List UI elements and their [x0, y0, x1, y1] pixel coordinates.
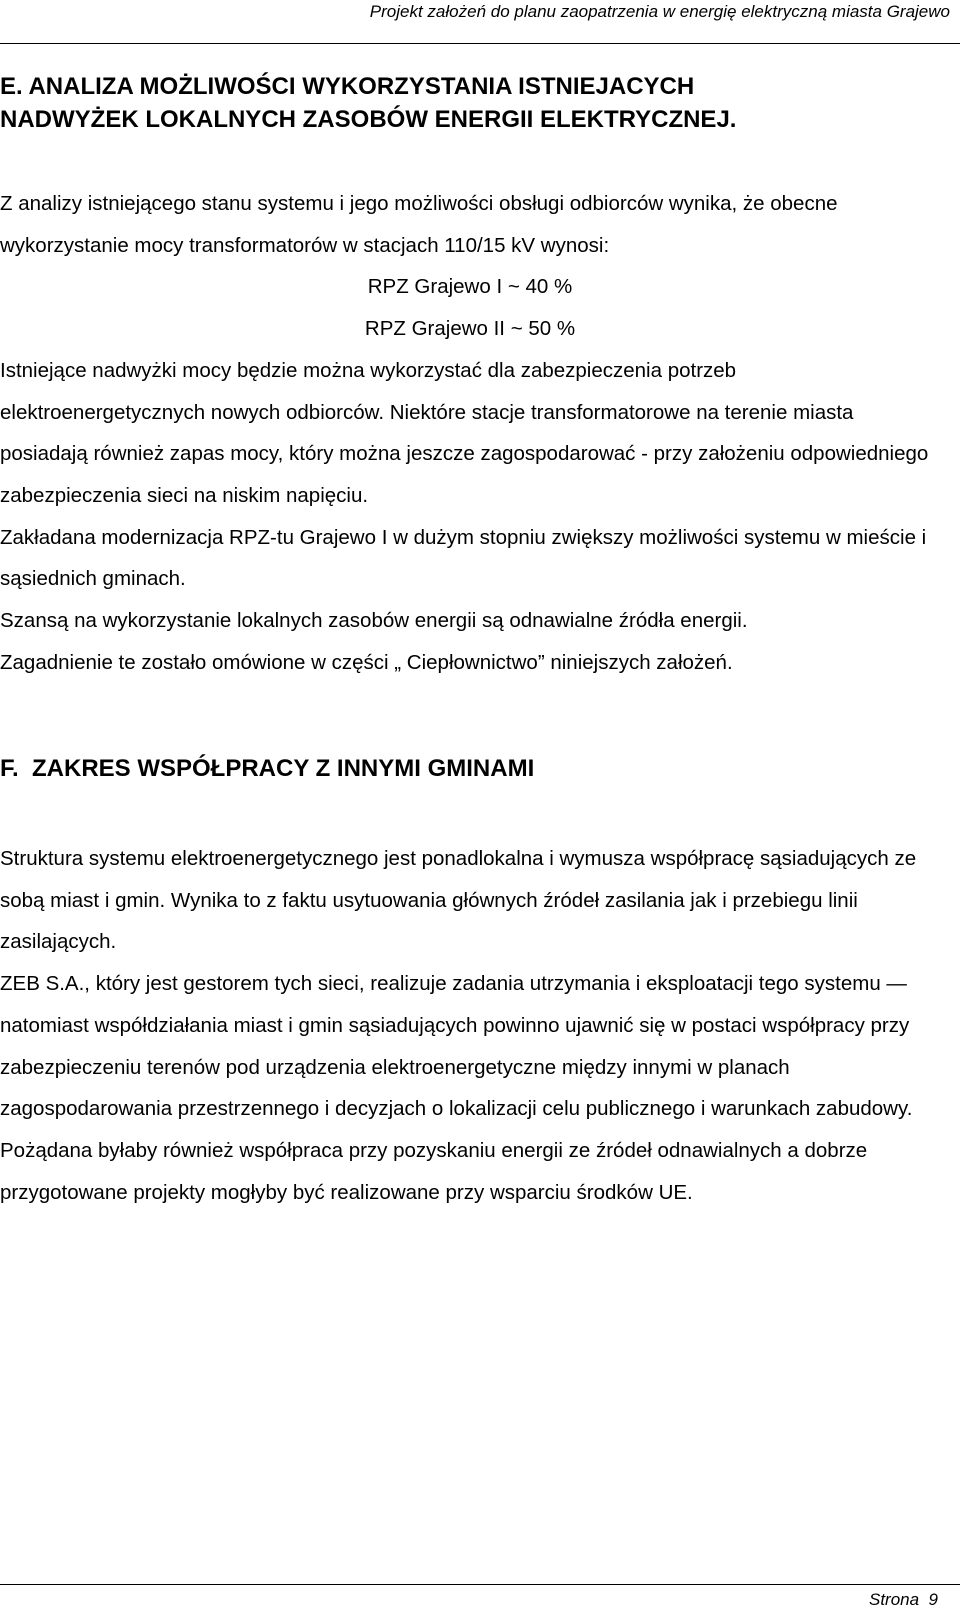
section-e-heading: [0, 70, 950, 136]
rpz-grajewo-2-line: RPZ Grajewo II ~ 50 %: [364, 317, 576, 341]
intro-paragraph: Z analizy istniejącego stanu systemu i jego możliwości obsługi odbiorców wynika, że obecne wykorzystanie mocy transformatorów w stacjach 110/15 kV wynosi:: [0, 192, 838, 257]
header-divider: [0, 43, 960, 44]
section-e-heading-line2: NADWYŻEK LOKALNYCH ZASOBÓW ENERGII ELEKTRYCZNEJ.: [0, 106, 737, 133]
section-f-body: [0, 838, 940, 1213]
running-header: Projekt założeń do planu zaopatrzenia w energię elektryczną miasta Grajewo: [369, 2, 950, 21]
structure-paragraph: Struktura systemu elektroenergetycznego jest ponadlokalna i wymusza współpracę sąsiadujących ze sobą miast i gmin. Wynika to z faktu usytuowania głównych źródeł zasilania jak i przebiegu linii zasilających.: [0, 847, 917, 954]
section-e-body: [0, 183, 940, 683]
surplus-paragraph: Istniejące nadwyżki mocy będzie można wykorzystać dla zabezpieczenia potrzeb elektroenergetycznych nowych odbiorców. Niektóre stacje transformatorowe na terenie miasta posiadają również zapas mocy, który można jeszcze zagospodarować - przy założeniu odpowiedniego zabezpieczenia sieci na niskim napięciu.: [0, 358, 929, 507]
zeb-paragraph: ZEB S.A., który jest gestorem tych sieci, realizuje zadania utrzymania i eksploatacji tego systemu — natomiast współdziałania miast i gmin sąsiadujących powinno ujawnić się w postaci współpracy przy zabezpieczeniu terenów pod urządzenia elektroenergetyczne między innymi w planach zagospodarowania przestrzennego i decyzjach o lokalizacji celu publicznego i warunkach zabudowy. Pożądana byłaby również współpraca przy pozyskaniu energii ze źródeł odnawialnych a dobrze przygotowane projekty mogłyby być realizowane przy wsparciu środków UE.: [0, 972, 913, 1204]
reference-paragraph: Zagadnienie te zostało omówione w części „ Ciepłownictwo” niniejszych założeń.: [0, 650, 733, 674]
footer-divider: [0, 1584, 960, 1585]
section-f-heading: F. ZAKRES WSPÓŁPRACY Z INNYMI GMINAMI: [0, 755, 535, 782]
section-e-heading-line1: E. ANALIZA MOŻLIWOŚCI WYKORZYSTANIA ISTNIEJACYCH: [0, 73, 695, 100]
page-number: Strona 9: [869, 1590, 938, 1609]
rpz-grajewo-1-line: RPZ Grajewo I ~ 40 %: [367, 275, 573, 299]
renewable-paragraph: Szansą na wykorzystanie lokalnych zasobów energii są odnawialne źródła energii.: [0, 609, 748, 633]
modernization-paragraph: Zakładana modernizacja RPZ-tu Grajewo I w dużym stopniu zwiększy możliwości systemu w mieście i sąsiednich gminach.: [0, 525, 927, 591]
